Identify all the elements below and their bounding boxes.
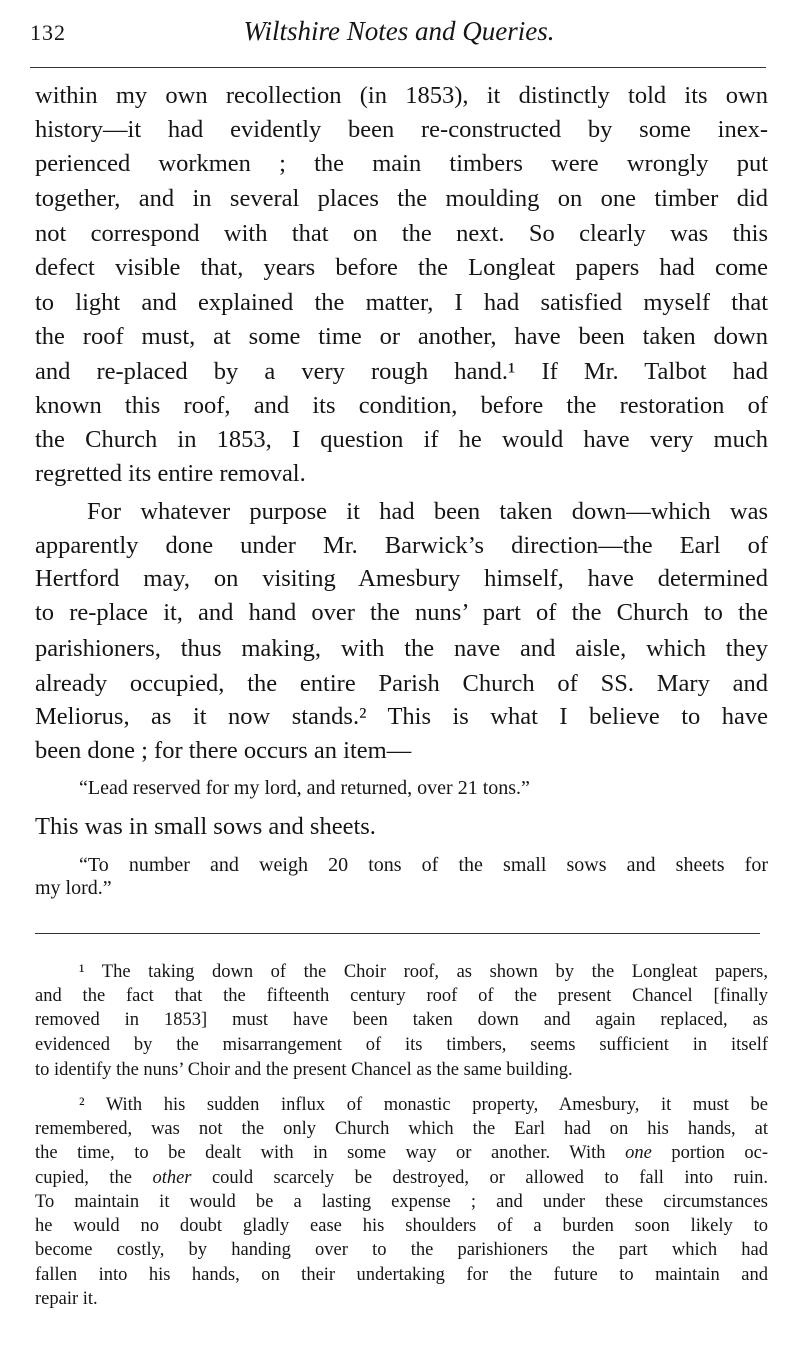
body-line: not correspond with that on the next. So clearly was this [35,220,768,247]
body-line: This was in small sows and sheets. [35,813,376,840]
quotation-line: my lord.” [35,877,112,899]
header-rule [30,67,766,68]
page-number: 132 [30,20,66,45]
footnote-line: and the fact that the fifteenth century roof of the present Chancel [finally [35,986,768,1006]
body-line: known this roof, and its condition, before the restoration of [35,392,768,419]
footnote-line: become costly, by handing over to the parishioners the part which had [35,1240,768,1260]
body-line: to light and explained the matter, I had satisfied myself that [35,289,768,316]
body-line: Hertford may, on visiting Amesbury himself, have determined [35,565,768,592]
body-line: the roof must, at some time or another, have been taken down [35,323,768,350]
running-header [30,16,768,52]
body-line: already occupied, the entire Parish Church of SS. Mary and [35,670,768,697]
footnote-line: the time, to be dealt with in some way or another. With one portion oc- [35,1143,768,1163]
quotation-line: “To number and weigh 20 tons of the small sows and sheets for [79,854,768,876]
footnote-line: fallen into his hands, on their undertaking for the future to maintain and [35,1265,768,1285]
body-line: apparently done under Mr. Barwick’s direction—the Earl of [35,532,768,559]
footnote-line: evidenced by the misarrangement of its timbers, seems sufficient in itself [35,1035,768,1055]
body-line: to re-place it, and hand over the nuns’ part of the Church to the [35,599,768,626]
quotation-line: “Lead reserved for my lord, and returned, over 21 tons.” [79,777,530,799]
body-line: history—it had evidently been re-constructed by some inex- [35,116,768,143]
body-line: together, and in several places the moulding on one timber did [35,185,768,212]
body-line: and re-placed by a very rough hand.¹ If Mr. Talbot had [35,358,768,385]
body-line: the Church in 1853, I question if he would have very much [35,426,768,453]
footnote-rule [35,933,760,934]
footnote-line: repair it. [35,1289,98,1309]
footnote-line: remembered, was not the only Church which the Earl had on his hands, at [35,1119,768,1139]
body-line: regretted its entire removal. [35,460,306,487]
footnote-line: ² With his sudden influx of monastic property, Amesbury, it must be [79,1095,768,1115]
footnote-line: he would no doubt gladly ease his shoulders of a burden soon likely to [35,1216,768,1236]
footnote-line: To maintain it would be a lasting expense ; and under these circumstances [35,1192,768,1212]
footnote-line: to identify the nuns’ Choir and the present Chancel as the same building. [35,1060,573,1080]
body-line: perienced workmen ; the main timbers were wrongly put [35,150,768,177]
footnote-line: removed in 1853] must have been taken down and again replaced, as [35,1010,768,1030]
body-line: defect visible that, years before the Longleat papers had come [35,254,768,281]
footnote-line: cupied, the other could scarcely be destroyed, or allowed to fall into ruin. [35,1168,768,1188]
body-line: been done ; for there occurs an item— [35,737,412,764]
footnote-line: ¹ The taking down of the Choir roof, as shown by the Longleat papers, [79,962,768,982]
body-line: Meliorus, as it now stands.² This is what I believe to have [35,703,768,730]
body-line: For whatever purpose it had been taken down—which was [87,498,768,525]
body-line: parishioners, thus making, with the nave and aisle, which they [35,635,768,662]
running-title: Wiltshire Notes and Queries. [243,16,555,46]
body-line: within my own recollection (in 1853), it distinctly told its own [35,82,768,109]
